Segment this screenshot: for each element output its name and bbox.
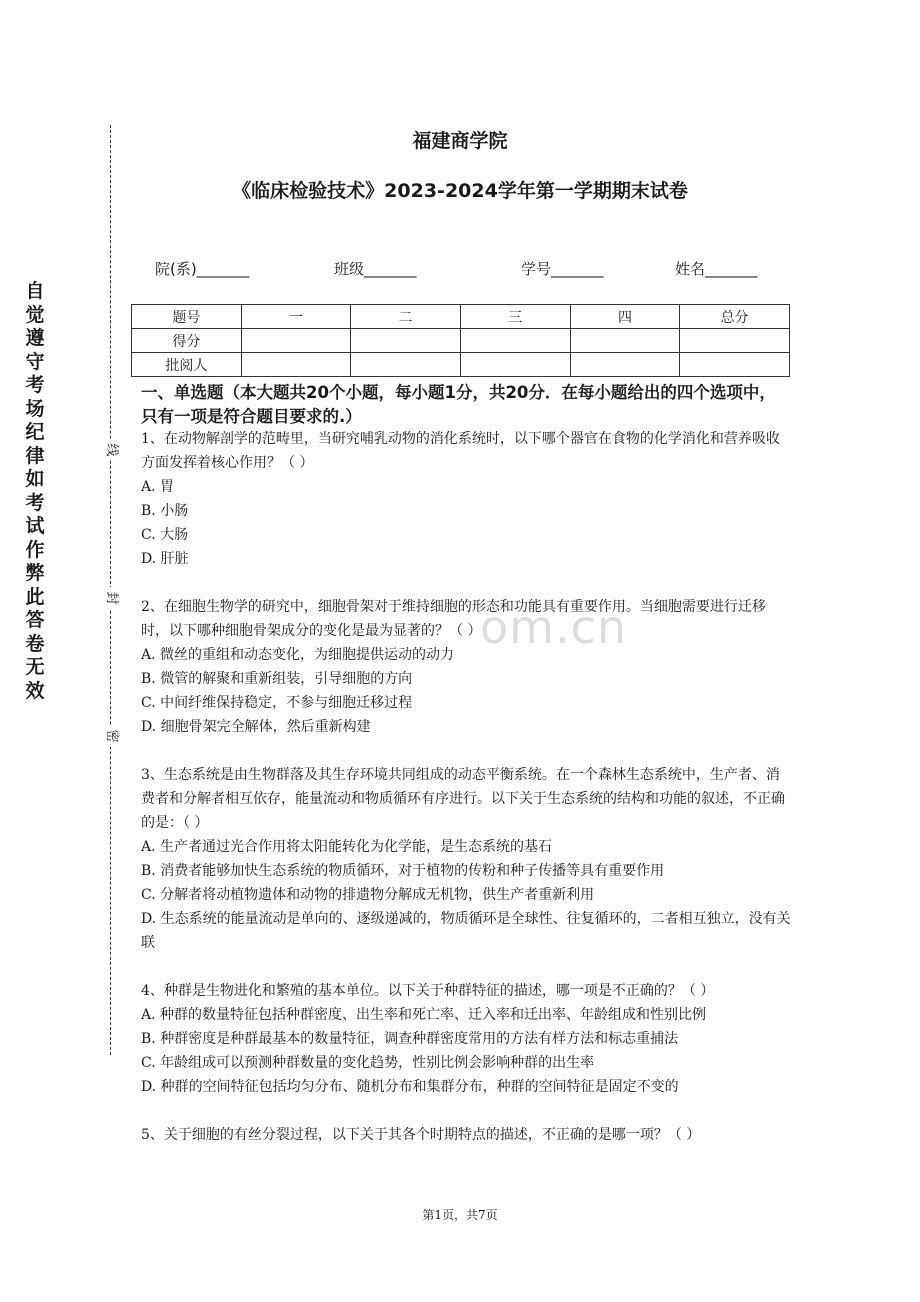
table-cell bbox=[460, 329, 570, 353]
table-cell: 三 bbox=[460, 305, 570, 329]
score-table-header-row bbox=[132, 305, 790, 329]
table-cell bbox=[680, 329, 790, 353]
question bbox=[141, 595, 791, 739]
notice-char: 答 bbox=[25, 609, 45, 631]
option: A. 种群的数量特征包括种群密度、出生率和死亡率、迁入率和迁出率、年龄组成和性别比例 bbox=[141, 1007, 707, 1023]
table-cell bbox=[351, 329, 461, 353]
table-cell bbox=[570, 353, 680, 377]
notice-char: 考 bbox=[25, 491, 45, 514]
table-cell bbox=[241, 353, 351, 377]
notice-char: 作 bbox=[25, 538, 45, 561]
name-field: 姓名_______ bbox=[675, 260, 758, 278]
option: B. 小肠 bbox=[141, 503, 189, 519]
school-name: 福建商学院 bbox=[412, 130, 508, 152]
option: D. 细胞骨架完全解体，然后重新构建 bbox=[141, 719, 371, 735]
option: A. 微丝的重组和动态变化，为细胞提供运动的动力 bbox=[141, 647, 455, 663]
table-cell: 总分 bbox=[680, 305, 790, 329]
student-id-field: 学号_______ bbox=[521, 260, 604, 278]
option: B. 消费者能够加快生态系统的物质循环，对于植物的传粉和种子传播等具有重要作用 bbox=[141, 863, 665, 879]
binding-mark-secret: 密 bbox=[101, 725, 121, 747]
notice-char: 效 bbox=[25, 679, 45, 702]
option: A. 生产者通过光合作用将太阳能转化为化学能，是生态系统的基石 bbox=[141, 839, 553, 855]
question-stem: 1、在动物解剖学的范畴里，当研究哺乳动物的消化系统时，以下哪个器官在食物的化学消化和营养吸收方面发挥着核心作用？（ ） bbox=[141, 431, 780, 471]
notice-char: 觉 bbox=[25, 303, 45, 326]
notice-char: 律 bbox=[25, 444, 45, 467]
question bbox=[141, 979, 791, 1099]
table-cell: 题号 bbox=[132, 305, 242, 329]
notice-char: 弊 bbox=[25, 562, 45, 584]
option: B. 种群密度是种群最基本的数量特征，调查种群密度常用的方法有样方法和标志重捕法 bbox=[141, 1031, 679, 1047]
binding-mark-seal: 封 bbox=[101, 587, 121, 609]
questions-area bbox=[141, 427, 791, 1147]
score-table bbox=[131, 304, 790, 377]
class-field: 班级_______ bbox=[334, 260, 417, 278]
table-cell: 二 bbox=[351, 305, 461, 329]
question bbox=[141, 1123, 791, 1147]
notice-char: 此 bbox=[25, 585, 45, 608]
question-stem: 4、种群是生物进化和繁殖的基本单位。以下关于种群特征的描述，哪一项是不正确的？（ ） bbox=[141, 983, 715, 999]
option: C. 分解者将动植物遗体和动物的排遗物分解成无机物，供生产者重新利用 bbox=[141, 887, 595, 903]
question-stem: 2、在细胞生物学的研究中，细胞骨架对于维持细胞的形态和功能具有重要作用。当细胞需要进行迁移时，以下哪种细胞骨架成分的变化是最为显著的？（ ） bbox=[141, 599, 766, 639]
table-cell bbox=[351, 353, 461, 377]
table-cell: 一 bbox=[241, 305, 351, 329]
question-stem: 5、关于细胞的有丝分裂过程，以下关于其各个时期特点的描述，不正确的是哪一项？（ ） bbox=[141, 1127, 701, 1143]
notice-char: 无 bbox=[25, 656, 45, 678]
notice-char: 场 bbox=[25, 397, 45, 420]
section-heading: 一、单选题（本大题共20个小题，每小题1分，共20分．在每小题给出的四个选项中，只有一项是符合题目要求的.） bbox=[141, 383, 776, 426]
question bbox=[141, 763, 791, 955]
table-cell bbox=[241, 329, 351, 353]
exam-title: 《临床检验技术》2023-2024学年第一学期期末试卷 bbox=[232, 180, 688, 202]
score-row bbox=[132, 329, 790, 353]
option: D. 种群的空间特征包括均匀分布、随机分布和集群分布，种群的空间特征是固定不变的 bbox=[141, 1079, 679, 1095]
reviewer-row bbox=[132, 353, 790, 377]
option: B. 微管的解聚和重新组装，引导细胞的方向 bbox=[141, 671, 413, 687]
option: D. 肝脏 bbox=[141, 551, 189, 567]
exam-discipline-notice bbox=[22, 280, 48, 703]
option: D. 生态系统的能量流动是单向的、逐级递减的，物质循环是全球性、往复循环的，二者相互独立，没有关联 bbox=[141, 911, 791, 951]
binding-mark-line: 线 bbox=[101, 439, 121, 461]
table-cell: 批阅人 bbox=[132, 353, 242, 377]
table-cell bbox=[680, 353, 790, 377]
question-stem: 3、生态系统是由生物群落及其生存环境共同组成的动态平衡系统。在一个森林生态系统中，生产者、消费者和分解者相互依存，能量流动和物质循环有序进行。以下关于生态系统的结构和功能的叙述，不正确的是：（ ） bbox=[141, 767, 785, 831]
option: C. 大肠 bbox=[141, 527, 189, 543]
table-cell: 四 bbox=[570, 305, 680, 329]
notice-char: 守 bbox=[25, 350, 45, 373]
watermark: om.cn bbox=[480, 600, 628, 654]
page-footer: 第1页，共7页 bbox=[422, 1208, 498, 1222]
option: C. 中间纤维保持稳定，不参与细胞迁移过程 bbox=[141, 695, 413, 711]
table-cell bbox=[460, 353, 570, 377]
notice-char: 卷 bbox=[25, 632, 45, 655]
question bbox=[141, 427, 791, 571]
notice-char: 自 bbox=[25, 280, 45, 302]
notice-char: 如 bbox=[25, 468, 45, 490]
student-info-row bbox=[155, 258, 795, 280]
dept-field: 院(系)_______ bbox=[155, 260, 250, 278]
notice-char: 纪 bbox=[25, 421, 45, 443]
notice-char: 遵 bbox=[25, 327, 45, 349]
option: C. 年龄组成可以预测种群数量的变化趋势，性别比例会影响种群的出生率 bbox=[141, 1055, 595, 1071]
table-cell bbox=[570, 329, 680, 353]
notice-char: 考 bbox=[25, 374, 45, 396]
option: A. 胃 bbox=[141, 479, 175, 495]
notice-char: 试 bbox=[25, 515, 45, 537]
table-cell: 得分 bbox=[132, 329, 242, 353]
